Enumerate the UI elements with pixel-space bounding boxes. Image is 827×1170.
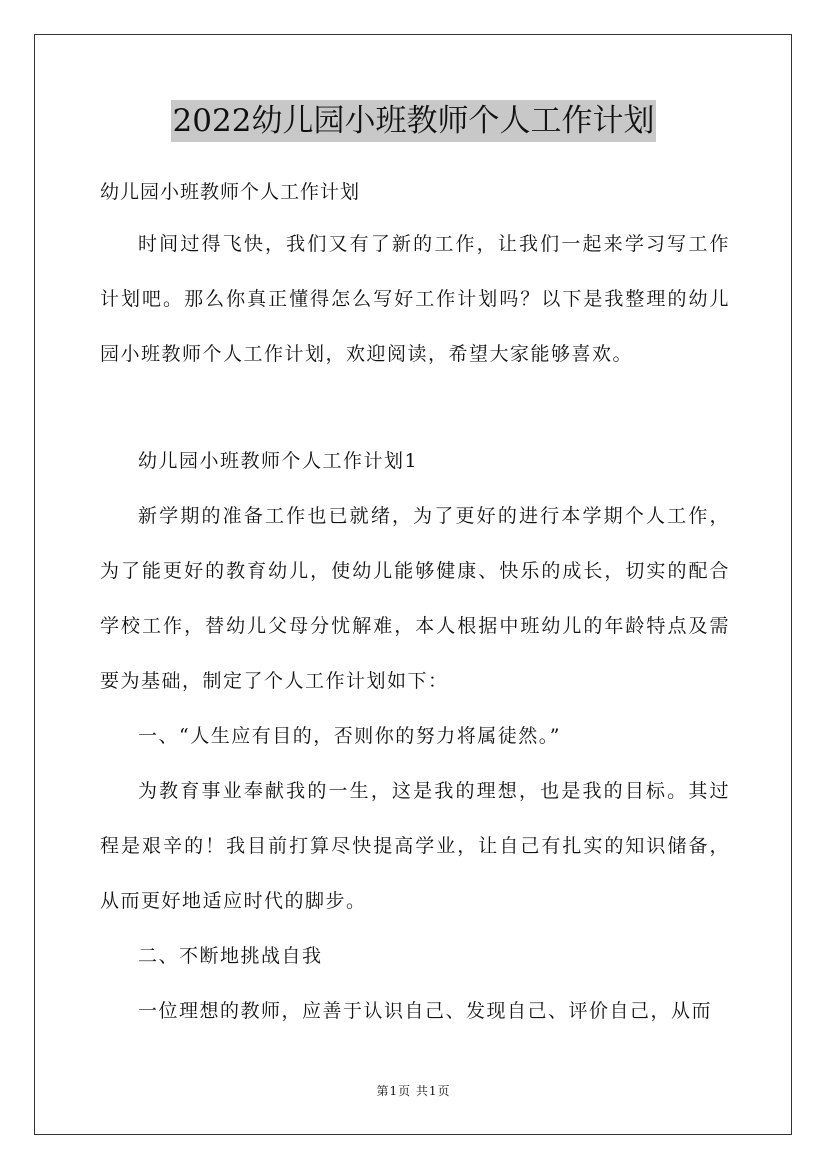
paragraph-ideal-teacher: 一位理想的教师，应善于认识自己、发现自己、评价自己，从而 xyxy=(138,1000,713,1022)
section-heading-2: 二、不断地挑战自我 xyxy=(138,945,323,967)
page-footer: 第1页 共1页 xyxy=(376,1084,451,1098)
section-heading-1: 一、“人生应有目的，否则你的努力将属徒然。” xyxy=(138,725,561,747)
title-container xyxy=(0,100,827,142)
document-subtitle: 幼儿园小班教师个人工作计划 xyxy=(100,181,361,203)
paragraph-spacer xyxy=(100,382,730,434)
section-heading-plan-1: 幼儿园小班教师个人工作计划1 xyxy=(138,450,419,472)
paragraph-preparation: 新学期的准备工作也已就绪，为了更好的进行本学期个人工作，为了能更好的教育幼儿，使幼儿能够健康、快乐的成长，切实的配合学校工作，替幼儿父母分忧解难，本人根据中班幼儿的年龄特点及需要为基础，制定了个人工作计划如下： xyxy=(100,505,730,692)
paragraph-intro: 时间过得飞快，我们又有了新的工作，让我们一起来学习写工作计划吧。那么你真正懂得怎么写好工作计划吗？以下是我整理的幼儿园小班教师个人工作计划，欢迎阅读，希望大家能够喜欢。 xyxy=(100,233,730,365)
document-body xyxy=(100,170,730,1039)
document-title: 2022幼儿园小班教师个人工作计划 xyxy=(171,100,657,142)
paragraph-dedication: 为教育事业奉献我的一生，这是我的理想，也是我的目标。其过程是艰辛的！我目前打算尽快提高学业，让自己有扎实的知识储备，从而更好地适应时代的脚步。 xyxy=(100,780,730,912)
